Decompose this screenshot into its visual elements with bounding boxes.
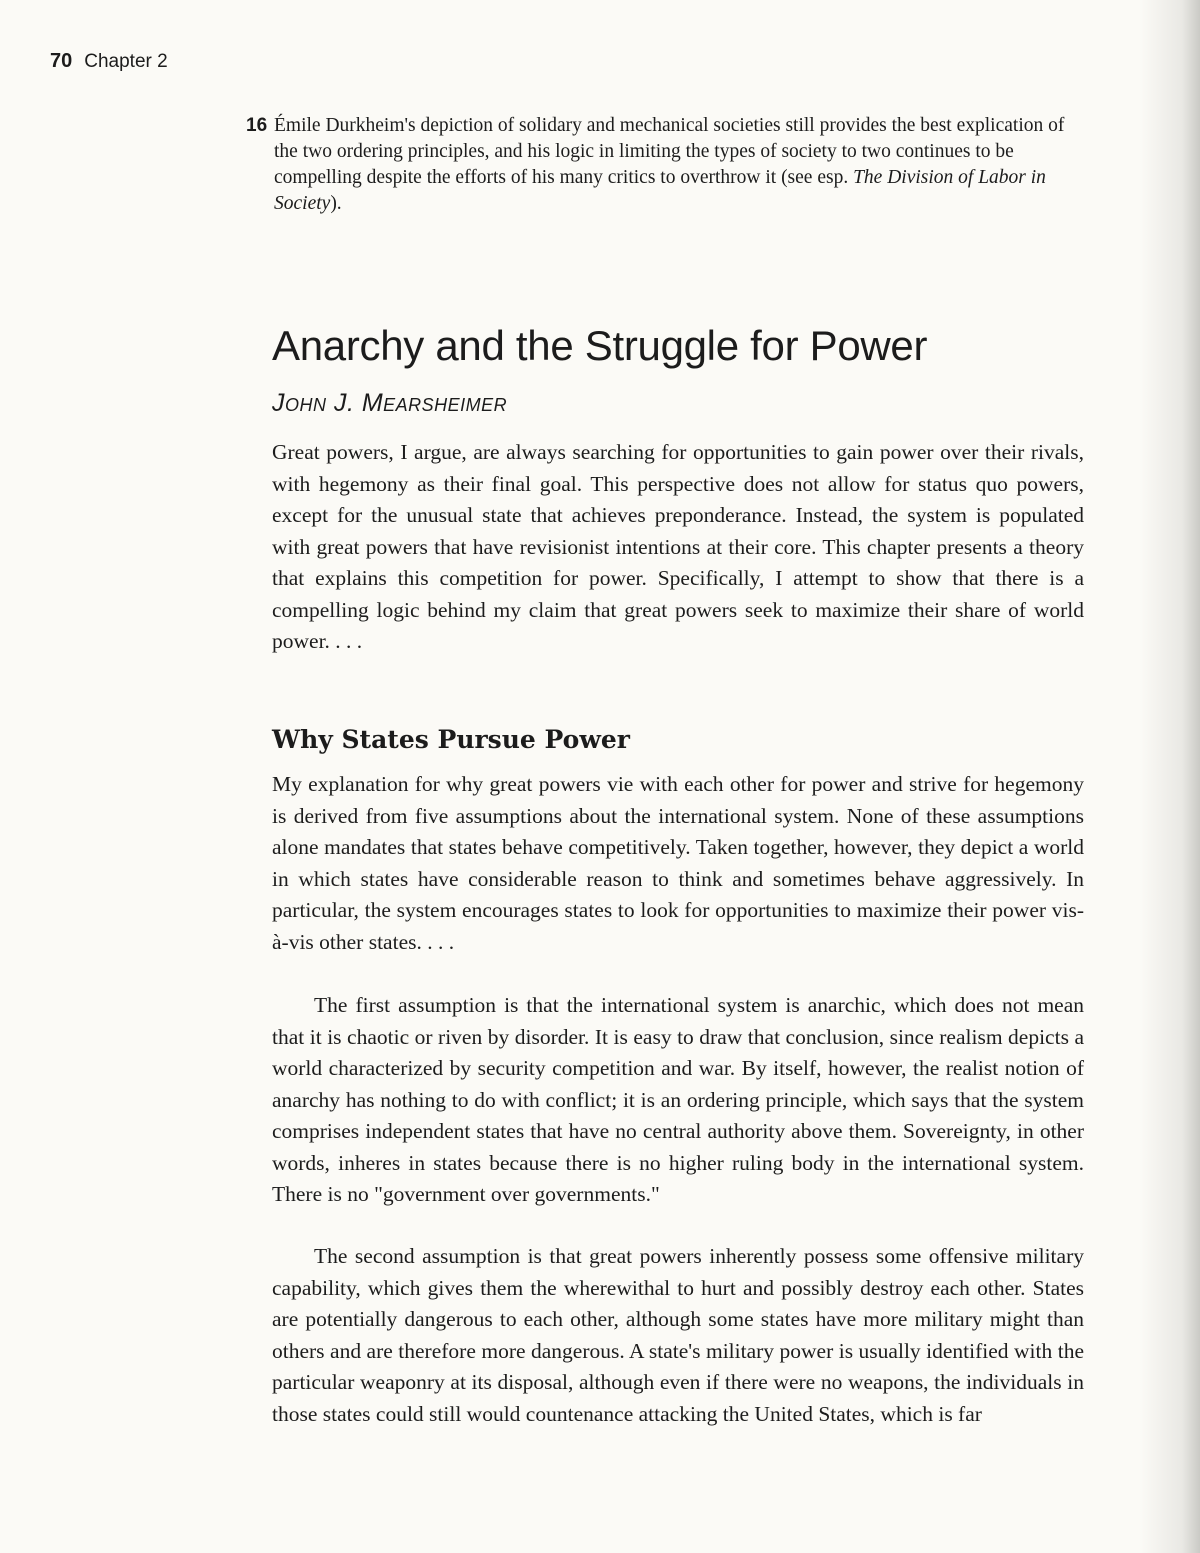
footnote-text: Émile Durkheim's depiction of solidary and mechanical societies still provides the best explication of the two ordering principles, and his logic in limiting the types of society to two continues to be compelling despite the efforts of his many critics to overthrow it (see esp. [274,115,1065,188]
chapter-label: Chapter 2 [84,51,168,72]
page-number: 70 [50,50,73,72]
body-paragraph: My explanation for why great powers vie with each other for power and strive for hegemony is derived from five assumptions about the international system. None of these assumptions alone mandates that states behave competitively. Taken together, however, they depict a world in which states have considerable reason to think and sometimes behave aggressively. In particular, the system encourages states to look for opportunities to maximize their power vis-à-vis other states. . . . [272,772,1084,954]
section-heading: Why States Pursue Power [272,725,630,754]
body-paragraph: The second assumption is that great powers inherently possess some offensive military capability, which gives them the wherewithal to hurt and possibly destroy each other. States are potentially dangerous to each other, although some states have more military might than others and are therefore more dangerous. A state's military power is usually identified with the particular weaponry at its disposal, although even if there were no weapons, the individuals in those states could still would countenance attacking the United States, which is far [272,1244,1084,1426]
article-author: John J. Mearsheimer [272,389,508,417]
footnote-number: 16 [246,115,268,136]
running-head [50,50,168,73]
footnote-text-end: ). [330,193,342,214]
article-title: Anarchy and the Struggle for Power [272,322,928,369]
body-paragraph: The first assumption is that the international system is anarchic, which does not mean that it is chaotic or riven by disorder. It is easy to draw that conclusion, since realism depicts a world characterized by security competition and war. By itself, however, the realist notion of anarchy has nothing to do with conflict; it is an ordering principle, which says that the system comprises independent states that have no central authority above them. Sovereignty, in other words, inheres in states because there is no higher ruling body in the international system. There is no "government over governments." [272,993,1084,1206]
page-edge-shadow [1140,0,1200,1553]
footnote-citation: The Division of Labor in Society [274,167,1046,214]
intro-paragraph: Great powers, I argue, are always searching for opportunities to gain power over their rivals, with hegemony as their final goal. This perspective does not allow for status quo powers, except for the unusual state that achieves preponderance. Instead, the system is populated with great powers that have revisionist intentions at their core. This chapter presents a theory that explains this competition for power. Specifically, I attempt to show that there is a compelling logic behind my claim that great powers seek to maximize their share of world power. . . . [272,440,1084,653]
footnote [246,113,1074,217]
